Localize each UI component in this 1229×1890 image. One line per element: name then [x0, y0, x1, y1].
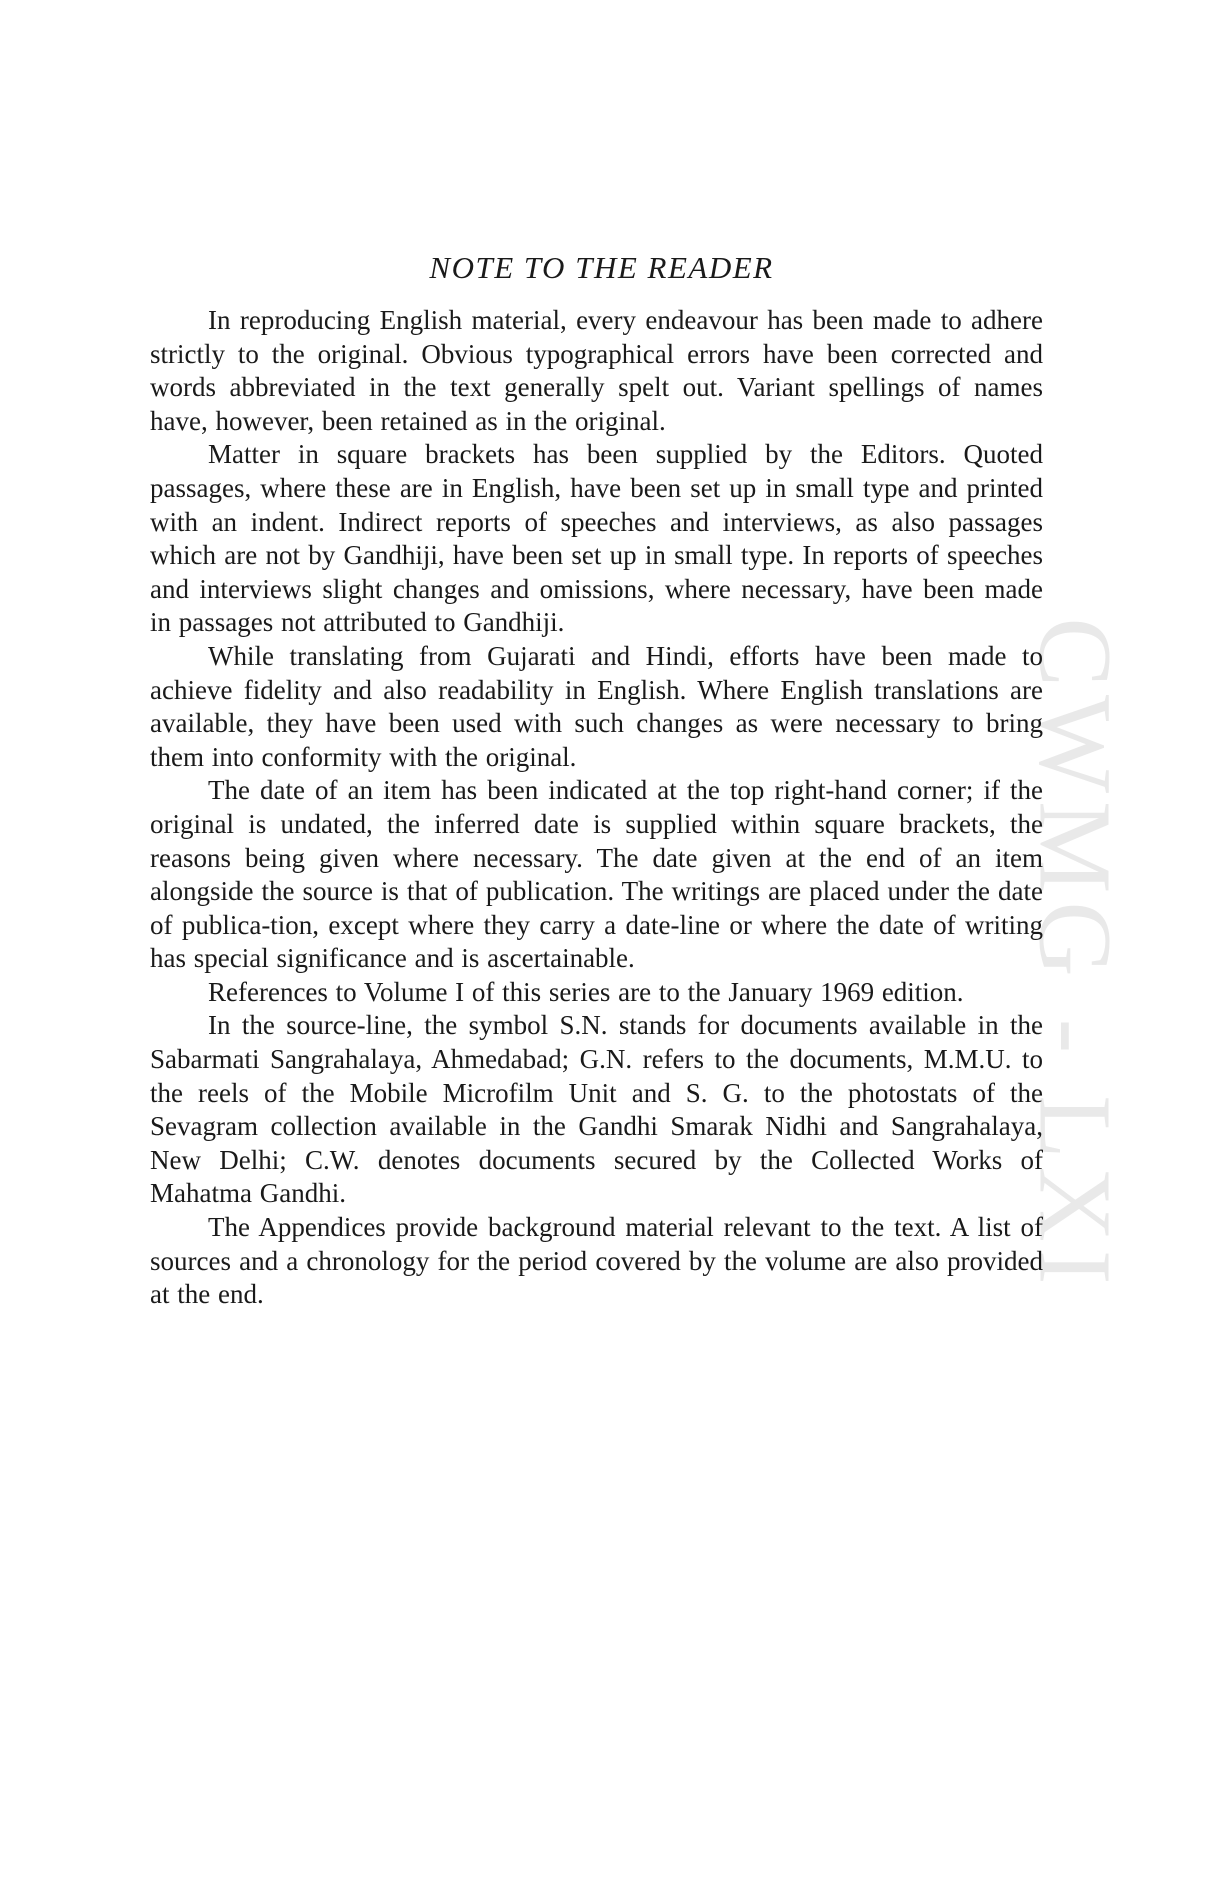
paragraph-square-brackets: Matter in square brackets has been supplied by the Editors. Quoted passages, where these are in English, have been set up in small type and printed with an indent. Indirect reports of speeches and interviews, as also passages which are not by Gandhiji, have been set up in small type. In reports of speeches and interviews slight changes and omissions, where necessary, have been made in passages not attributed to Gandhiji. [150, 439, 1043, 638]
paragraph-source-line: In the source-line, the symbol S.N. stands for documents available in the Sabarmati Sangrahalaya, Ahmedabad; G.N. refers to the documents, M.M.U. to the reels of the Mobile Microfilm Unit and S. G. to the photostats of the Sevagram collection available in the Gandhi Smarak Nidhi and Sangrahalaya, New Delhi; C.W. denotes documents secured by the Collected Works of Mahatma Gandhi. [150, 1010, 1043, 1209]
watermark-text: CWMG - LXI [1017, 617, 1133, 1293]
paragraph-dates: The date of an item has been indicated at the top right-hand corner; if the original is undated, the inferred date is supplied within square brackets, the reasons being given where necessary. The date given at the end of an item alongside the source is that of publication. The writings are placed under the date of publica-tion, except where they carry a date-line or where the date of writing has special significance and is ascertainable. [150, 775, 1043, 974]
paragraph-volume-reference: References to Volume I of this series are to the January 1969 edition. [208, 976, 964, 1007]
paragraph-translation: While translating from Gujarati and Hindi, efforts have been made to achieve fidelity and also readability in English. Where English translations are available, they have been used with such changes as were necessary to bring them into conformity with the original. [150, 640, 1043, 772]
paragraph-appendices: The Appendices provide background material relevant to the text. A list of sources and a chronology for the period covered by the volume are also provided at the end. [150, 1212, 1043, 1310]
page-title: NOTE TO THE READER [429, 250, 774, 285]
document-page [150, 250, 1043, 1312]
paragraph-english-material: In reproducing English material, every endeavour has been made to adhere strictly to the original. Obvious typographical errors have been corrected and words abbreviated in the text generally spelt out. Variant spellings of names have, however, been retained as in the original. [150, 305, 1043, 436]
